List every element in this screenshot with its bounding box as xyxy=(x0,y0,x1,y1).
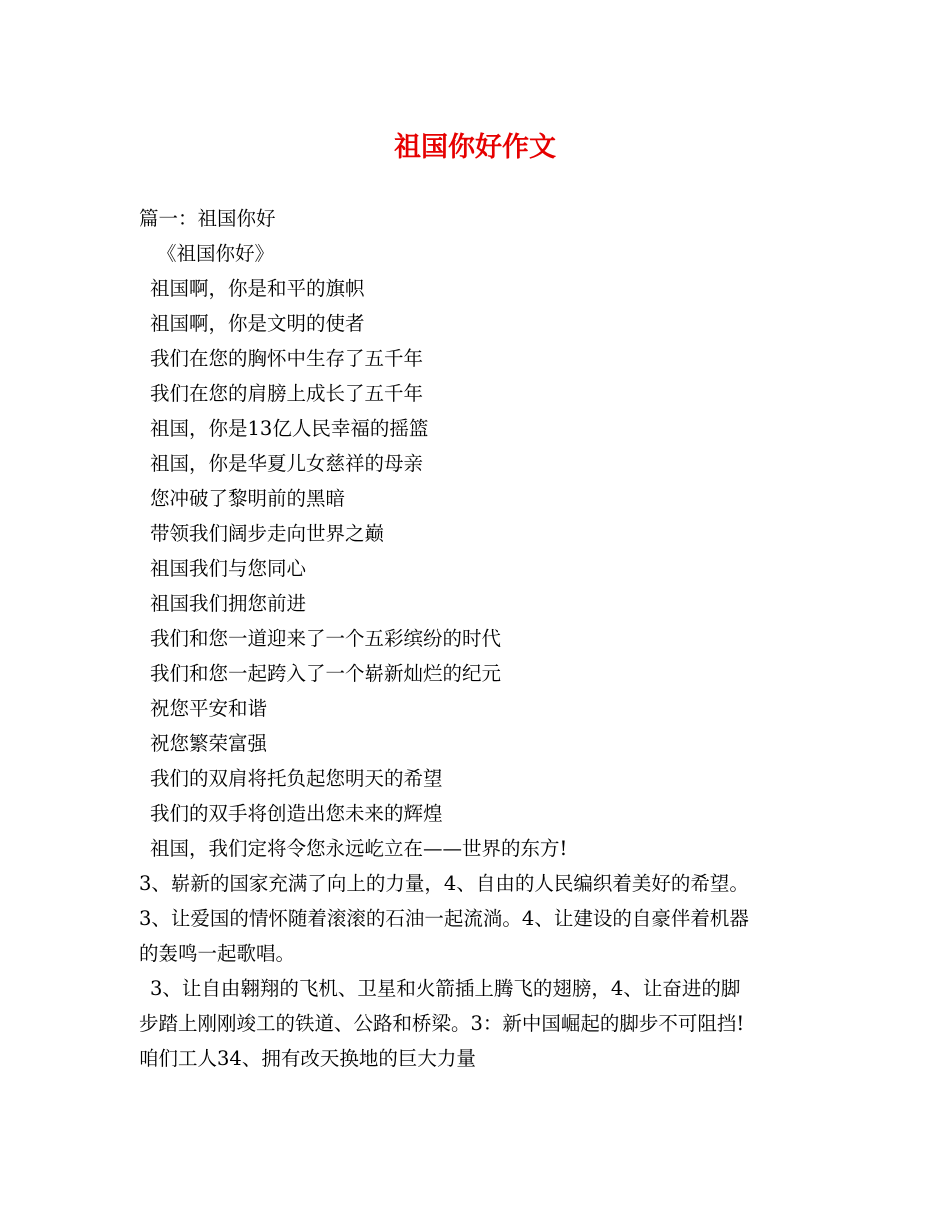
poem-line: 祖国，你是13亿人民幸福的摇篮 xyxy=(150,417,429,440)
paragraph-line: 3、让爱国的情怀随着滚滚的石油一起流淌。4、让建设的自豪伴着机器 xyxy=(139,907,749,930)
poem-line: 我们和您一起跨入了一个崭新灿烂的纪元 xyxy=(150,662,502,685)
poem-line: 我们的双肩将托负起您明天的希望 xyxy=(150,767,443,790)
poem-title: 《祖国你好》 xyxy=(157,242,275,265)
poem-line: 祝您繁荣富强 xyxy=(150,732,268,755)
document-body xyxy=(139,201,839,1076)
poem-line: 祖国我们拥您前进 xyxy=(150,592,307,615)
section-heading: 篇一：祖国你好 xyxy=(139,207,276,230)
paragraph-line: 步踏上刚刚竣工的铁道、公路和桥梁。3：新中国崛起的脚步不可阻挡! xyxy=(139,1012,745,1035)
poem-line: 祖国啊，你是和平的旗帜 xyxy=(150,277,365,300)
poem-line: 您冲破了黎明前的黑暗 xyxy=(150,487,346,510)
poem-line: 祖国，你是华夏儿女慈祥的母亲 xyxy=(150,452,424,475)
paragraph-line: 3、让自由翱翔的飞机、卫星和火箭插上腾飞的翅膀，4、让奋进的脚 xyxy=(150,977,741,1000)
poem-line: 我们和您一道迎来了一个五彩缤纷的时代 xyxy=(150,627,502,650)
paragraph-line: 的轰鸣一起歌唱。 xyxy=(139,942,296,965)
poem-line: 带领我们阔步走向世界之巅 xyxy=(150,522,385,545)
poem-line: 我们在您的胸怀中生存了五千年 xyxy=(150,347,424,370)
document-title: 祖国你好作文 xyxy=(394,132,556,163)
poem-line: 祝您平安和谐 xyxy=(150,697,268,720)
poem-line: 祖国，我们定将令您永远屹立在——世界的东方! xyxy=(150,837,568,860)
poem-line: 我们的双手将创造出您未来的辉煌 xyxy=(150,802,443,825)
poem-line: 祖国我们与您同心 xyxy=(150,557,307,580)
paragraph-line: 3、崭新的国家充满了向上的力量，4、自由的人民编织着美好的希望。 xyxy=(139,872,749,895)
poem-line: 我们在您的肩膀上成长了五千年 xyxy=(150,382,424,405)
paragraph-line: 咱们工人34、拥有改天换地的巨大力量 xyxy=(139,1047,476,1070)
poem-line: 祖国啊，你是文明的使者 xyxy=(150,312,365,335)
